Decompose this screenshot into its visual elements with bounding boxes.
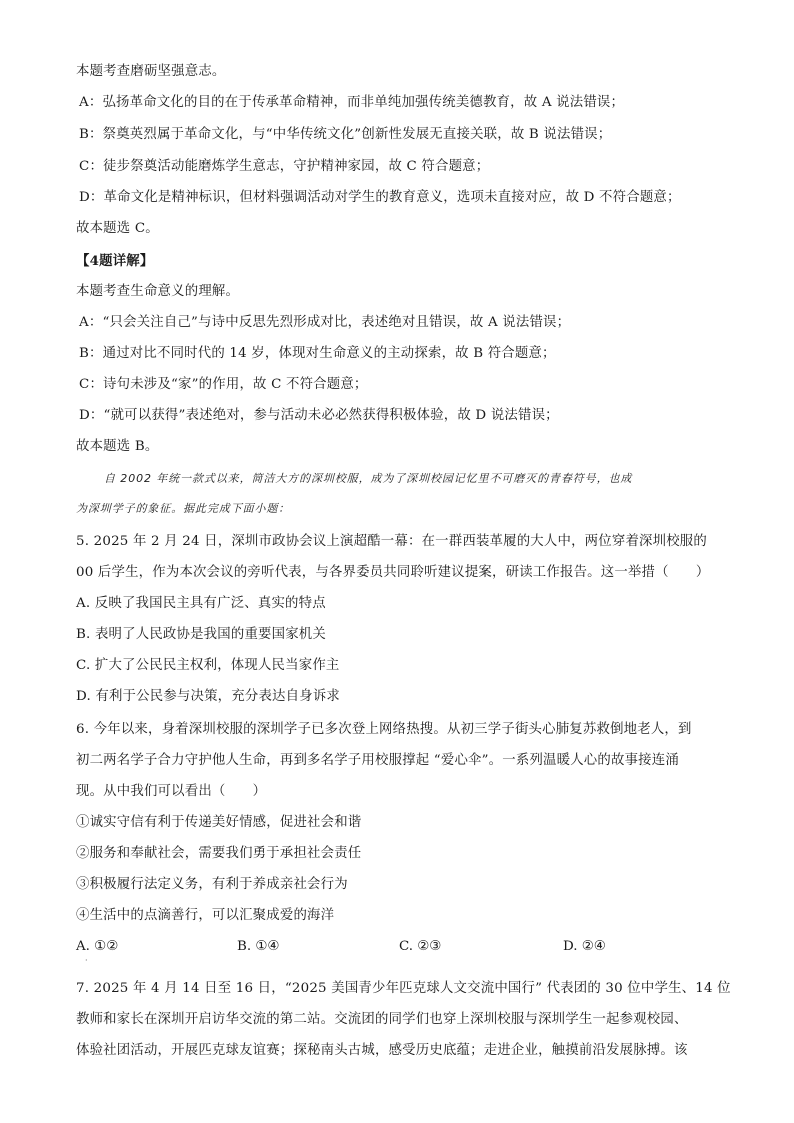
section3-option-d: D：革命文化是精神标识，但材料强调活动对学生的教育意义，选项未直接对应，故 D 不符合题意； bbox=[79, 190, 681, 205]
q6-statement-3: ③积极履行法定义务，有利于养成亲社会行为 bbox=[76, 877, 348, 892]
q5-stem-line-2: 00 后学生，作为本次会议的旁听代表，与各界委员共同聆听建议提案，研读工作报告。这一举措（ ） bbox=[76, 565, 710, 580]
section4-option-b: B：通过对比不同时代的 14 岁，体现对生命意义的主动探索，故 B 符合题意； bbox=[79, 346, 556, 361]
q6-choices bbox=[76, 938, 716, 956]
q6-choice-a: A. ①② bbox=[76, 939, 119, 954]
q5-option-d: D. 有利于公民参与决策，充分表达自身诉求 bbox=[76, 689, 341, 704]
q6-statement-1: ①诚实守信有利于传递美好情感，促进社会和谐 bbox=[76, 815, 362, 830]
q7-stem-line-2: 教师和家长在深圳开启访华交流的第二站。交流团的同学们也穿上深圳校服与深圳学生一起参观校园、 bbox=[76, 1012, 688, 1027]
section3-option-a: A：弘扬革命文化的目的在于传承革命精神，而非单纯加强传统美德教育，故 A 说法错误； bbox=[79, 95, 625, 110]
q7-stem-line-3: 体验社团活动，开展匹克球友谊赛；探秘南头古城，感受历史底蕴；走进企业，触摸前沿发展脉搏。该 bbox=[76, 1043, 688, 1058]
section4-option-c: C：诗句未涉及“家”的作用，故 C 不符合题意； bbox=[79, 377, 368, 392]
q6-statement-2: ②服务和奉献社会，需要我们勇于承担社会责任 bbox=[76, 846, 362, 861]
stray-dot-mark: · bbox=[85, 956, 88, 965]
section4-option-d: D：“就可以获得”表述绝对，参与活动未必必然获得积极体验，故 D 说法错误； bbox=[79, 408, 559, 423]
passage-line-1: 自 2002 年统一款式以来，简洁大方的深圳校服，成为了深圳校园记忆里不可磨灭的青春符号，也成 bbox=[104, 472, 633, 485]
q6-statement-4: ④生活中的点滴善行，可以汇聚成爱的海洋 bbox=[76, 908, 335, 923]
section4-intro: 本题考查生命意义的理解。 bbox=[76, 284, 240, 299]
q6-choice-b: B. ①④ bbox=[237, 939, 280, 954]
section3-conclusion: 故本题选 C。 bbox=[76, 221, 159, 236]
section4-option-a: A：“只会关注自己”与诗中反思先烈形成对比，表述绝对且错误，故 A 说法错误； bbox=[79, 315, 571, 330]
section3-option-b: B：祭奠英烈属于革命文化，与“中华传统文化”创新性发展无直接关联，故 B 说法错误； bbox=[79, 127, 612, 142]
section3-intro: 本题考查磨砺坚强意志。 bbox=[76, 64, 226, 79]
q5-option-b: B. 表明了人民政协是我国的重要国家机关 bbox=[76, 627, 326, 642]
q5-option-a: A. 反映了我国民主具有广泛、真实的特点 bbox=[76, 596, 326, 611]
q6-choice-c: C. ②③ bbox=[399, 939, 442, 954]
q7-stem-line-1: 7. 2025 年 4 月 14 日至 16 日，“2025 美国青少年匹克球人文交流中国行” 代表团的 30 位中学生、14 位 bbox=[76, 981, 731, 996]
section4-heading: 【4题详解】 bbox=[76, 253, 154, 269]
section3-option-c: C：徒步祭奠活动能磨炼学生意志，守护精神家园，故 C 符合题意； bbox=[79, 159, 490, 174]
q5-option-c: C. 扩大了公民民主权利，体现人民当家作主 bbox=[76, 658, 340, 673]
passage-line-2: 为深圳学子的象征。据此完成下面小题： bbox=[76, 502, 291, 515]
q6-stem-line-3: 现。从中我们可以看出（ ） bbox=[76, 784, 267, 799]
q6-stem-line-2: 初二两名学子合力守护他人生命，再到多名学子用校服撑起 “爱心伞”。一系列温暖人心的故事接连涌 bbox=[76, 753, 679, 768]
q6-stem-line-1: 6. 今年以来，身着深圳校服的深圳学子已多次登上网络热搜。从初三学子街头心肺复苏救倒地老人，到 bbox=[76, 722, 692, 737]
q6-choice-d: D. ②④ bbox=[563, 939, 606, 954]
section4-conclusion: 故本题选 B。 bbox=[76, 439, 159, 454]
q5-stem-line-1: 5. 2025 年 2 月 24 日，深圳市政协会议上演超酷一幕：在一群西装革履的大人中，两位穿着深圳校服的 bbox=[76, 534, 707, 549]
